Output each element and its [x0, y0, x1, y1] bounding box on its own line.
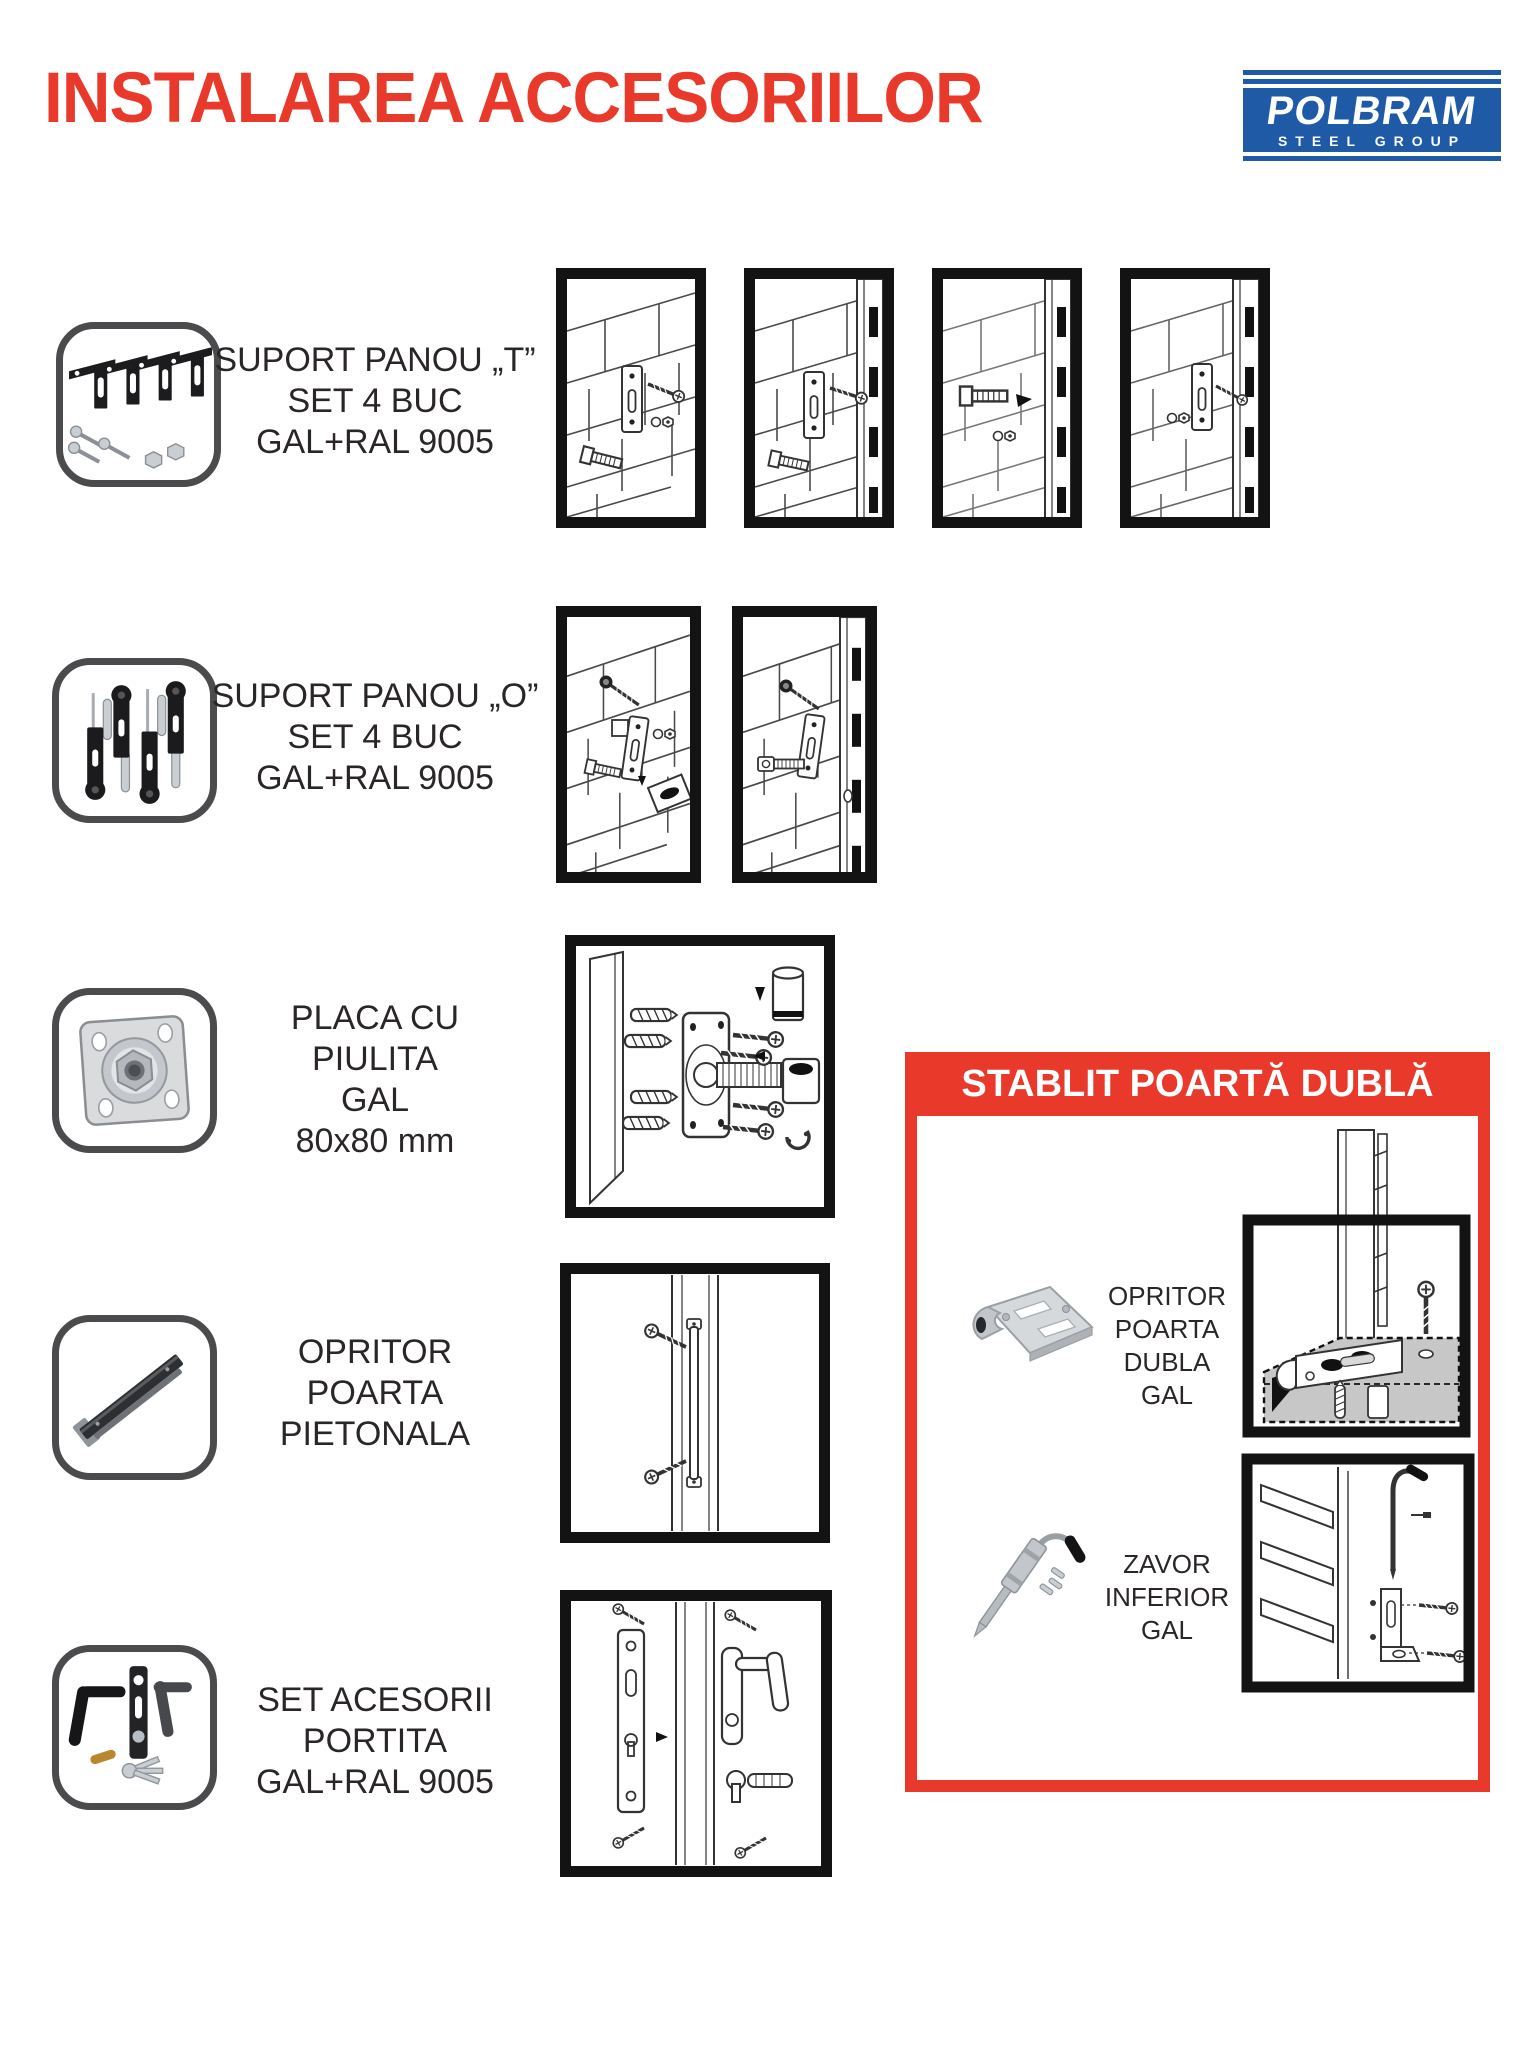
step-diagram-o-1 — [556, 606, 701, 883]
step-diagram-double-gate-stop — [1240, 1128, 1474, 1440]
product-label-line: GAL+RAL 9005 — [256, 423, 494, 461]
step-diagram-gate-stop — [560, 1263, 830, 1543]
step-diagram-t-2 — [744, 268, 894, 528]
o-bracket-photo-art — [85, 681, 186, 804]
step-diagram-o-2 — [732, 606, 877, 883]
product-photo-box — [52, 988, 217, 1153]
product-label-line: SET 4 BUC — [287, 382, 463, 420]
product-label — [205, 1680, 545, 1803]
product-label-line: SUPORT PANOU „O” — [211, 677, 539, 715]
product-label-line: PORTITA — [302, 1722, 448, 1760]
t-bracket-photo-art — [69, 347, 212, 468]
product-label-line: 80x80 mm — [295, 1122, 455, 1160]
gate-panel-art — [1338, 1130, 1387, 1342]
double-gate-item-label-line: GAL — [1140, 1615, 1194, 1645]
product-label — [205, 998, 545, 1162]
page-title: INSTALAREA ACCESORIILOR — [44, 59, 983, 138]
double-gate-item-label-line: POARTA — [1114, 1314, 1220, 1344]
product-label-line: SUPORT PANOU „T” — [214, 341, 536, 379]
nut-plate-photo — [59, 995, 210, 1146]
double-gate-item-label-line: GAL — [1140, 1380, 1194, 1410]
product-label-line: PLACA CU — [290, 999, 460, 1037]
gate-stop-bar-photo-art — [72, 1349, 188, 1448]
product-label-line: SET ACESORII — [257, 1681, 493, 1719]
step-diagram-plate — [565, 935, 835, 1218]
product-photo-box — [52, 1645, 217, 1810]
nut-plate-photo-art — [80, 1016, 190, 1126]
gate-hardware-set-photo — [59, 1652, 210, 1803]
polbram-logo — [1243, 70, 1501, 165]
step-diagram-drop-bolt — [1241, 1453, 1475, 1693]
product-label-line: PIULITA — [312, 1040, 438, 1078]
double-gate-item-label-line: INFERIOR — [1104, 1582, 1230, 1612]
product-label-line: GAL+RAL 9005 — [256, 1763, 494, 1801]
step-diagram-t-3 — [932, 268, 1082, 528]
o-panel-bracket-set-photo — [59, 665, 210, 816]
double-gate-item-label-line: OPRITOR — [1108, 1281, 1226, 1311]
product-photo-box — [52, 658, 217, 823]
product-label-line: OPRITOR — [297, 1333, 453, 1371]
pedestrian-gate-stop-photo — [59, 1322, 210, 1473]
double-gate-item-label — [1082, 1548, 1252, 1647]
double-gate-section-header: STABLIT POARTĂ DUBLĂ — [905, 1052, 1490, 1116]
step-diagram-t-1 — [556, 268, 706, 528]
logo-brand-text: POLBRAM — [1264, 89, 1480, 133]
double-gate-item-label-line: ZAVOR — [1123, 1549, 1211, 1579]
double-gate-item-label-line: DUBLA — [1123, 1347, 1211, 1377]
product-photo-box — [56, 322, 221, 487]
double-gate-stop-photo-art — [973, 1287, 1092, 1361]
double-gate-item-label — [1082, 1280, 1252, 1412]
product-label-line: SET 4 BUC — [287, 718, 463, 756]
product-label-line: POARTA — [306, 1374, 444, 1412]
product-label-line: PIETONALA — [279, 1415, 471, 1453]
logo-tagline-text: STEEL GROUP — [1277, 133, 1467, 149]
product-label-line: GAL+RAL 9005 — [256, 759, 494, 797]
product-label — [205, 676, 545, 799]
product-label — [205, 340, 545, 463]
product-label — [205, 1332, 545, 1455]
product-label-line: GAL — [340, 1081, 410, 1119]
step-diagram-lock-set — [560, 1590, 832, 1877]
step-diagram-t-4 — [1120, 268, 1270, 528]
drop-bolt-photo-art — [967, 1516, 1094, 1664]
logo-stripe — [1243, 84, 1501, 88]
lower-drop-bolt-photo — [940, 1510, 1105, 1665]
logo-stripe — [1243, 161, 1501, 165]
product-photo-box — [52, 1315, 217, 1480]
t-panel-bracket-set-photo — [63, 329, 214, 480]
handle-set-photo-art — [68, 1666, 192, 1788]
